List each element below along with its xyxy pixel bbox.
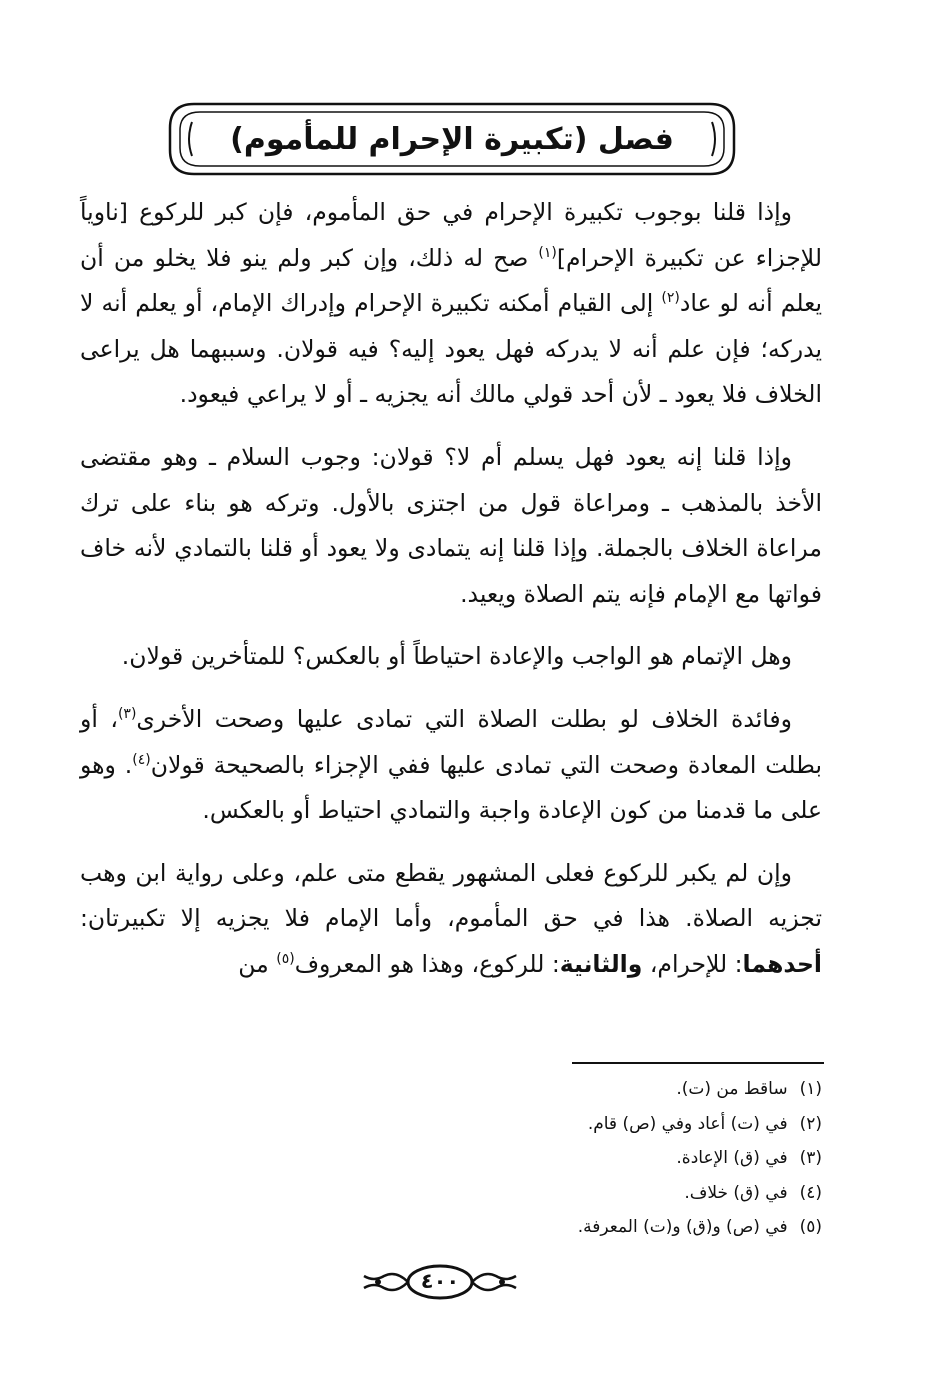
footnote-number: (٤): [799, 1182, 822, 1203]
text-run: . وهو على ما قدمنا من كون الإعادة واجبة والتمادي احتياط أو بالعكس.: [80, 750, 822, 825]
footnote-text: في (ص) و(ق) و(ت) المعرفة.: [577, 1217, 788, 1237]
footnote-number: (١): [799, 1079, 822, 1099]
chapter-title-frame: [164, 98, 740, 180]
footnote-number: (٢): [799, 1113, 822, 1134]
text-run: : للركوع، وهذا هو المعروف: [294, 949, 560, 978]
footnote-text: في (ت) أعاد وفي (ص) قام.: [587, 1113, 788, 1134]
text-run: وإن لم يكبر للركوع فعلى المشهور يقطع متى علم، وعلى رواية ابن وهب تجزيه الصلاة. هذا في حق المأموم، وأما الإمام فلا يجزيه إلا تكبيرتان:: [80, 858, 822, 933]
paragraph: [80, 851, 822, 988]
text-run: وهل الإتمام هو الواجب والإعادة احتياطاً أو بالعكس؟ للمتأخرين قولان.: [121, 642, 792, 671]
paragraph: [80, 190, 822, 418]
page-number: ٤٠٠: [420, 1269, 460, 1293]
bold-term: والثانية: [559, 949, 643, 978]
footnote-item: [300, 1107, 822, 1142]
footnote-marker: (٥): [276, 951, 295, 968]
footnote-marker: (١): [538, 244, 557, 261]
footnote-item: [300, 1072, 822, 1107]
footnote-marker: (٣): [117, 706, 137, 723]
text-run: : للإحرام،: [642, 949, 743, 978]
text-run: إلى القيام أمكنه تكبيرة الإحرام وإدراك الإمام، أو يعلم أنه لا يدركه؛ فإن علم أنه لا يدركه فهل يعود إليه؟ فيه قولان. وسببهما هل يراعى الخلاف فلا يعود ـ لأن أحد قولي مالك أنه يجزيه ـ أو لا يراعي فيعود.: [80, 289, 822, 409]
footnote-number: (٥): [799, 1217, 822, 1237]
text-run: وإذا قلنا بوجوب تكبيرة الإحرام في حق المأموم، فإن كبر للركوع [ناوياً للإجزاء عن تكبيرة الإحرام]: [80, 198, 822, 272]
footnote-text: ساقط من (ت).: [676, 1079, 788, 1099]
footnote-marker: (٢): [661, 290, 680, 307]
text-run: وفائدة الخلاف لو بطلت الصلاة التي تمادى عليها وصحت الأخرى: [136, 704, 792, 733]
footnote-text: في (ق) خلاف.: [684, 1182, 788, 1203]
paragraph: [80, 435, 822, 617]
footnote-text: في (ق) الإعادة.: [676, 1148, 788, 1168]
footnote-item: [300, 1176, 822, 1211]
text-run: من: [238, 949, 277, 978]
footnote-marker: (٤): [132, 751, 151, 768]
footnote-number: (٣): [799, 1148, 822, 1168]
page-number-ornament: [356, 1262, 524, 1302]
paragraph: [80, 634, 822, 680]
bold-term: أحدهما: [742, 949, 822, 978]
footnote-separator: [572, 1062, 824, 1064]
footnote-item: [300, 1210, 822, 1245]
text-run: وإذا قلنا إنه يعود فهل يسلم أم لا؟ قولان: وجوب السلام ـ وهو مقتضى الأخذ بالمذهب ـ ومراعاة قول من اجتزى بالأول. وتركه هو بناء على ترك مراعاة الخلاف بالجملة. وإذا قلنا إنه يتمادى ولا يعود أو قلنا بالتمادي لأنه خاف فواتها مع الإمام فإنه يتم الصلاة ويعيد.: [80, 442, 822, 608]
text-run: ، أو بطلت المعادة وصحت التي تمادى عليها ففي الإجزاء بالصحيحة قولان: [80, 704, 822, 779]
footnotes: [300, 1072, 822, 1245]
main-text: [80, 190, 822, 988]
text-run: صح له ذلك، وإن كبر ولم ينو فلا يخلو من أن يعلم أنه لو عاد: [80, 243, 822, 318]
chapter-title: فصل (تكبيرة الإحرام للمأموم): [230, 121, 674, 157]
paragraph: [80, 697, 822, 834]
footnote-item: [300, 1141, 822, 1176]
